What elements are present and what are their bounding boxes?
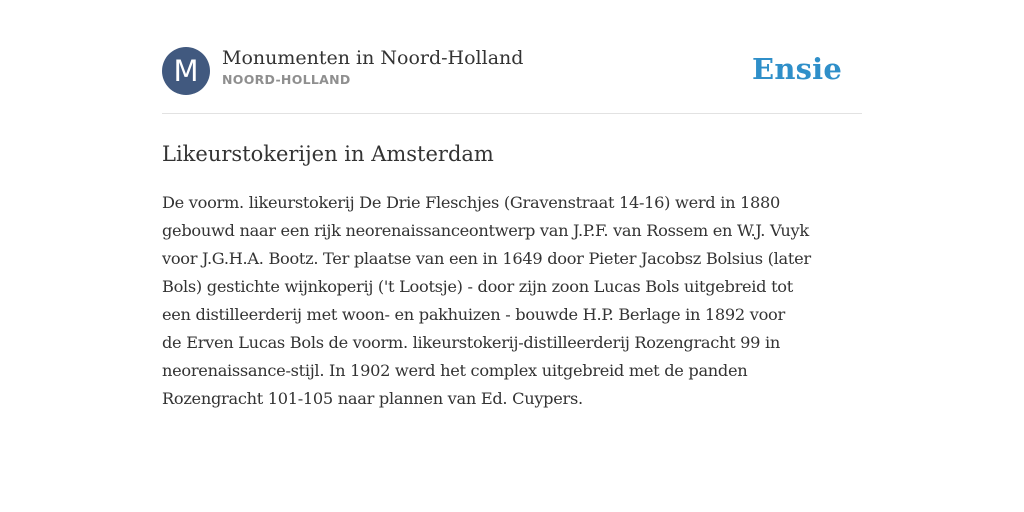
divider — [162, 113, 862, 114]
source-info — [222, 46, 523, 87]
avatar[interactable]: M — [162, 47, 210, 95]
source-header — [162, 46, 862, 96]
article-body: De voorm. likeurstokerij De Drie Fleschjes (Gravenstraat 14-16) werd in 1880 gebouwd naar een rijk neorenaissanceontwerp van J.P.F. van Rossem en W.J. Vuyk voor J.G.H.A. Bootz. Ter plaatse van een in 1649 door Pieter Jacobsz Bolsius (later Bols) gestichte wijnkoperij ('t Lootsje) - door zijn zoon Lucas Bols uitgebreid tot een distilleerderij met woon- en pakhuizen - bouwde H.P. Berlage in 1892 voor de Erven Lucas Bols de voorm. likeurstokerij-distilleerderij Rozengracht 99 in neorenaissance-stijl. In 1902 werd het complex uitgebreid met de panden Rozengracht 101-105 naar plannen van Ed. Cuypers. — [162, 193, 811, 408]
source-title[interactable]: Monumenten in Noord-Holland — [222, 47, 524, 69]
brand-logo[interactable]: Ensie — [752, 52, 842, 86]
article-card — [162, 46, 862, 413]
source-subtitle: NOORD-HOLLAND — [222, 72, 351, 87]
article-title: Likeurstokerijen in Amsterdam — [162, 142, 494, 166]
